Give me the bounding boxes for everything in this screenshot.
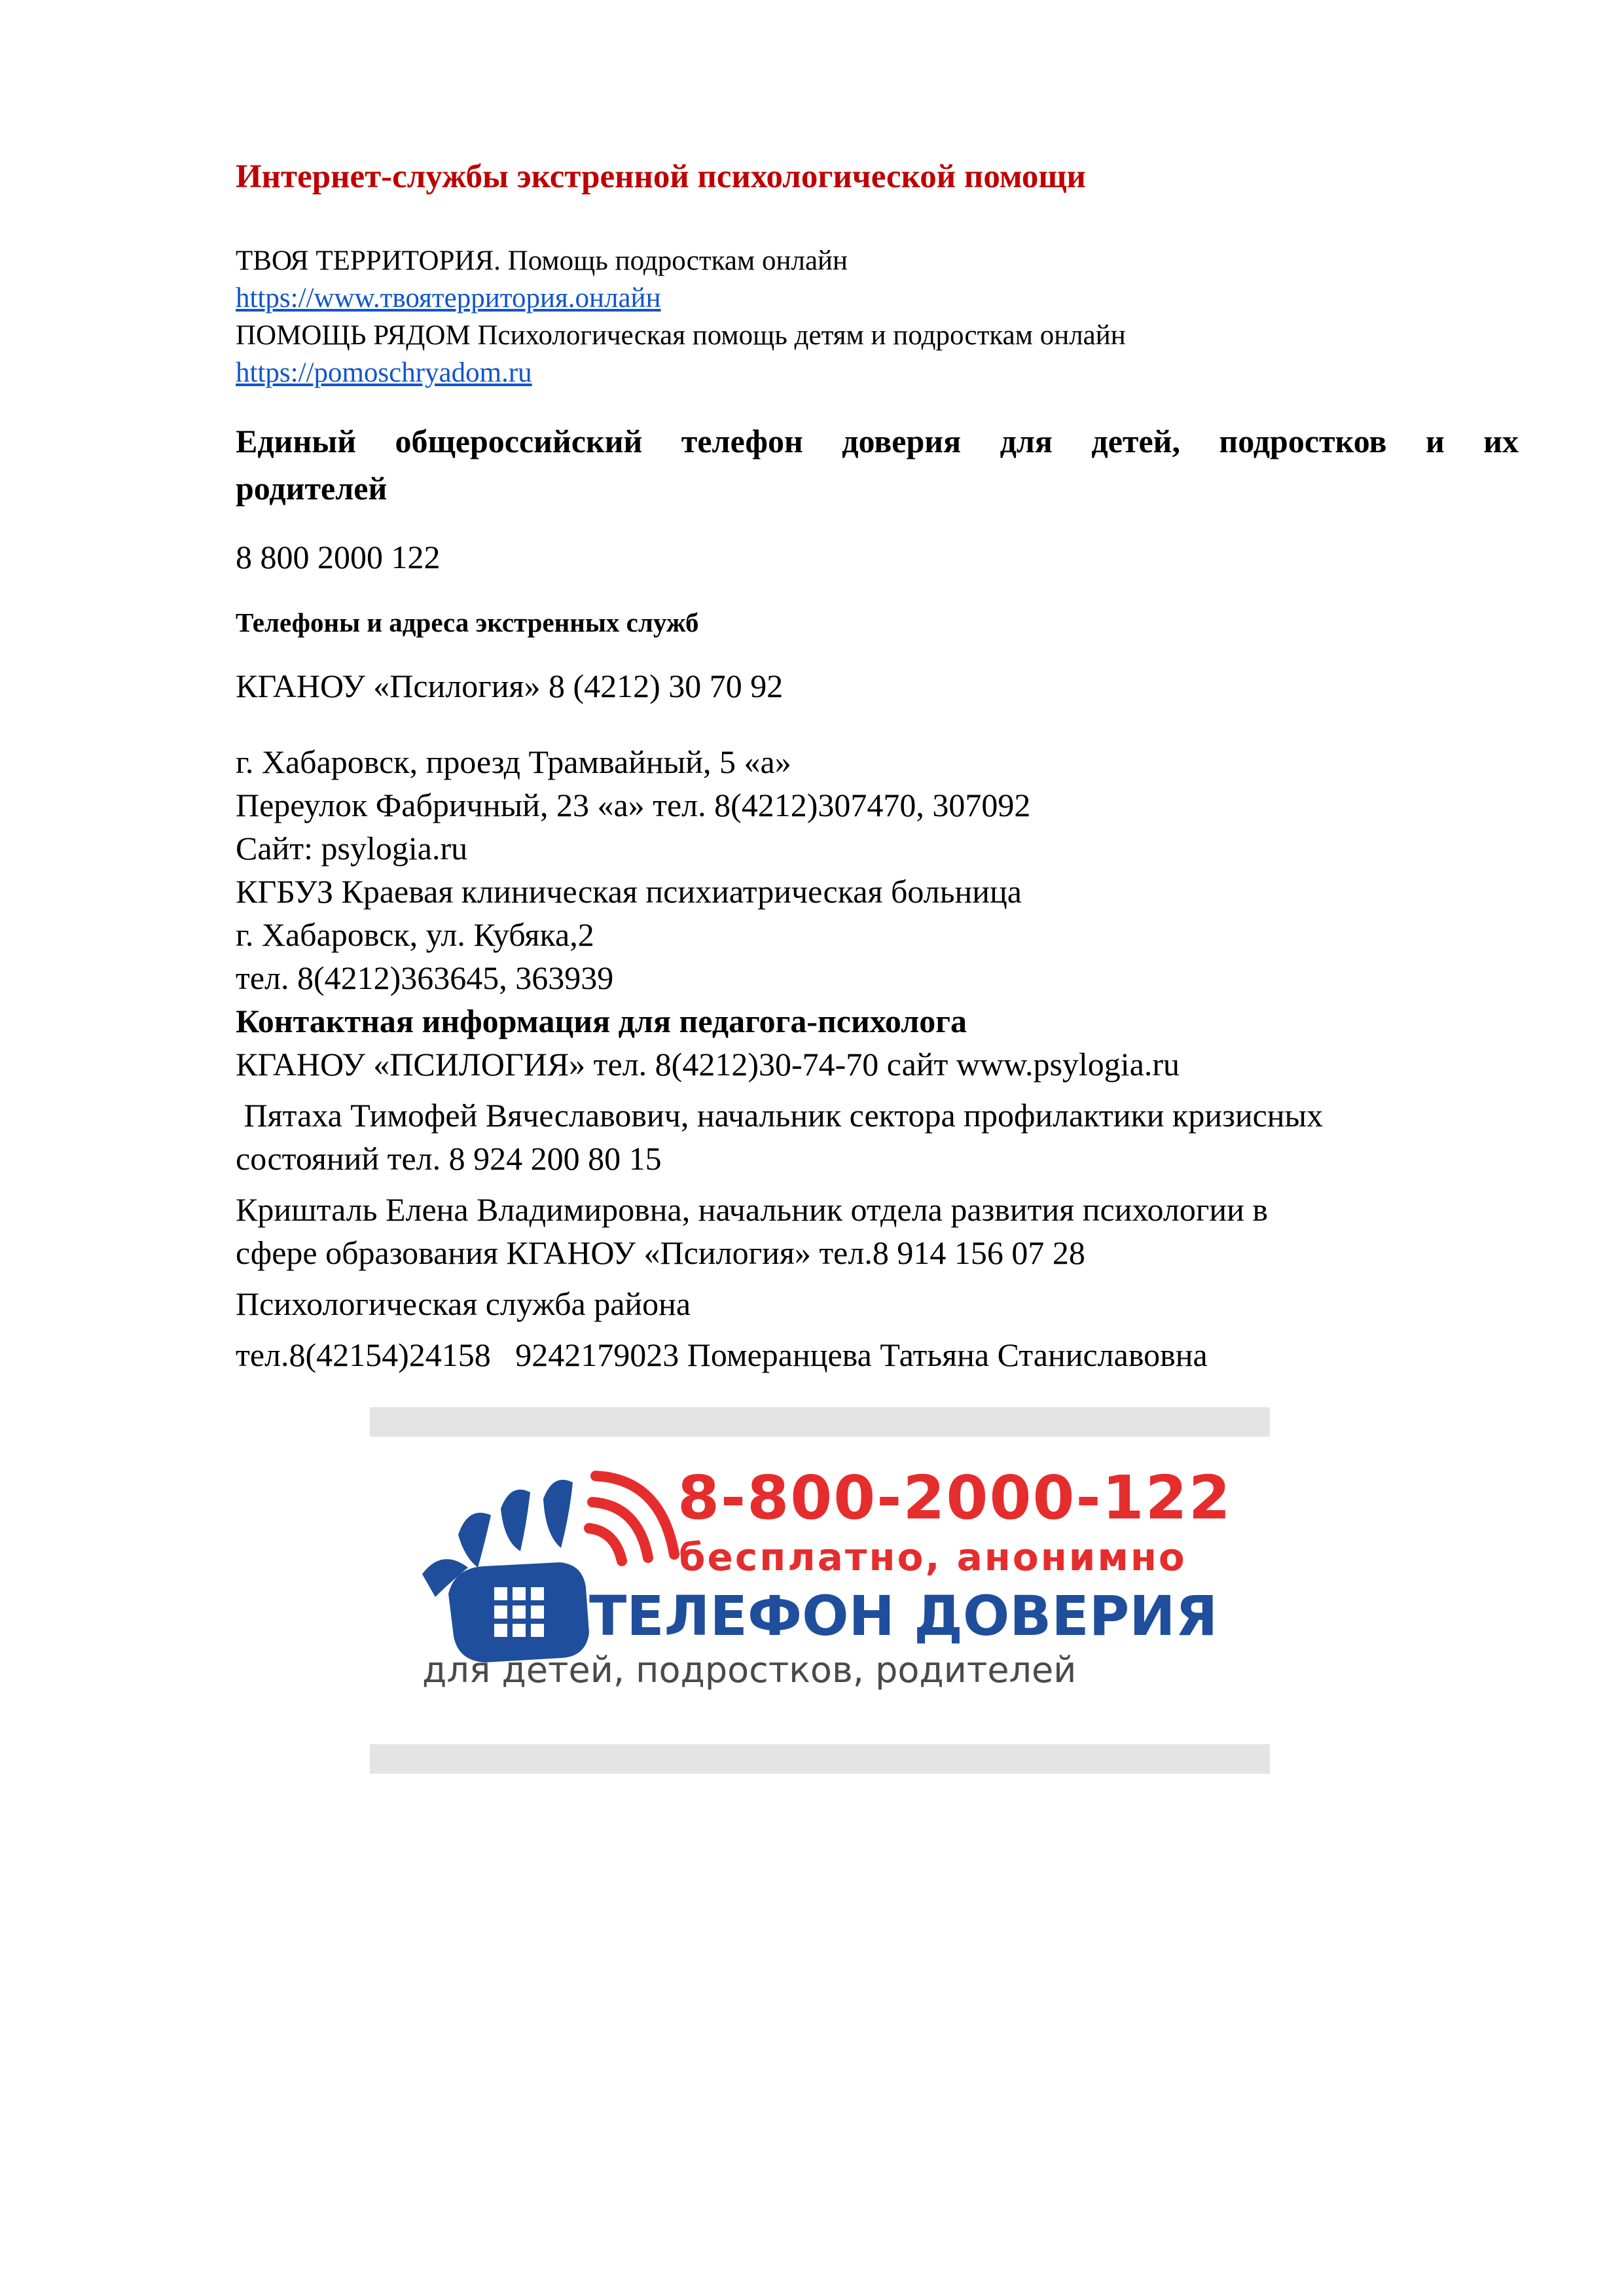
online-service-2 <box>236 317 1519 354</box>
hotline-heading <box>236 418 1519 465</box>
psylogia-site: Сайт: psylogia.ru <box>236 830 468 867</box>
psylogia-address-2: Переулок Фабричный, 23 «а» тел. 8(4212)307470, 307092 <box>236 787 1031 823</box>
document-page <box>236 157 1519 1376</box>
banner-sub-text: для детей, подростков, родителей <box>422 1649 1077 1691</box>
psylogia-phone: КГАНОУ «Псилогия» 8 (4212) 30 70 92 <box>236 668 784 704</box>
contact-person-2-line-2: сфере образования КГАНОУ «Псилогия» тел.8 914 156 07 28 <box>236 1234 1085 1271</box>
banner-phone: 8-800-2000-122 <box>677 1463 1232 1533</box>
service-name: ПОМОЩЬ РЯДОМ <box>236 320 471 351</box>
hospital-name: КГБУЗ Краевая клиническая психиатрическая больница <box>236 873 1022 910</box>
contact-person-1-line-2: состояний тел. 8 924 200 80 15 <box>236 1140 662 1177</box>
banner-free-text: бесплатно, анонимно <box>679 1535 1187 1579</box>
page-title: Интернет-службы экстренной психологической помощи <box>236 158 1086 195</box>
service-description: . Помощь подросткам онлайн <box>494 245 848 276</box>
service-description: Психологическая помощь детям и подросткам онлайн <box>470 320 1126 351</box>
contact-person-2-line-1: Кришталь Елена Владимировна, начальник отдела развития психологии в <box>236 1191 1268 1228</box>
online-service-1 <box>236 242 1519 279</box>
hotline-phone: 8 800 2000 122 <box>236 539 441 575</box>
emergency-heading: Телефоны и адреса экстренных служб <box>236 607 699 637</box>
district-phone: тел.8(42154)24158 9242179023 Померанцева Татьяна Станиславовна <box>236 1336 1208 1373</box>
district-service: Психологическая служба района <box>236 1285 691 1322</box>
service-link-tvoya-territoriya[interactable]: https://www.твоятерритория.онлайн <box>236 283 661 314</box>
hotline-heading-line1: Единый общероссийский телефон доверия для детей, подростков и их <box>236 423 1519 459</box>
banner-main-text: ТЕЛЕФОН ДОВЕРИЯ <box>589 1584 1218 1648</box>
contact-person-1-line-1: Пятаха Тимофей Вячеславович, начальник сектора профилактики кризисных <box>236 1097 1324 1134</box>
psylogia-address-1: г. Хабаровск, проезд Трамвайный, 5 «а» <box>236 744 791 780</box>
contacts-heading: Контактная информация для педагога-психолога <box>236 1003 967 1039</box>
service-link-pomosch-ryadom[interactable]: https://pomoschryadom.ru <box>236 357 532 388</box>
hospital-address: г. Хабаровск, ул. Кубяка,2 <box>236 916 594 953</box>
service-name: ТВОЯ ТЕРРИТОРИЯ <box>236 245 494 276</box>
contacts-line-1: КГАНОУ «ПСИЛОГИЯ» тел. 8(4212)30-74-70 сайт www.psylogia.ru <box>236 1046 1180 1083</box>
hotline-heading-cont <box>236 465 1519 512</box>
hospital-phone: тел. 8(4212)363645, 363939 <box>236 960 614 996</box>
hotline-heading-line2: родителей <box>236 470 388 507</box>
hotline-banner <box>370 1407 1270 1774</box>
